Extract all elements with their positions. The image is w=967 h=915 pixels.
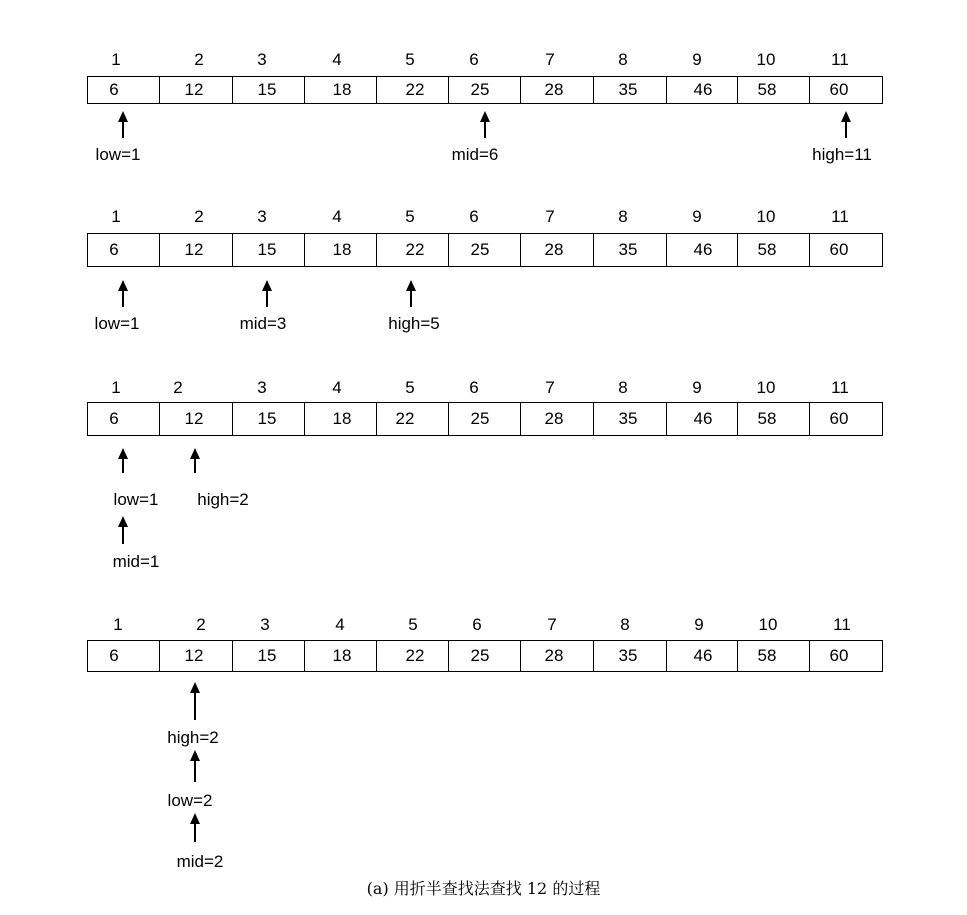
cell-value: 60 <box>829 240 849 259</box>
cell-value: 58 <box>757 646 777 665</box>
array-cell <box>521 641 594 671</box>
array-cell <box>738 77 810 103</box>
pointer-label: mid=1 <box>112 552 160 571</box>
cell-value: 28 <box>544 80 564 99</box>
index-label: 10 <box>756 378 776 397</box>
pointer-label: high=5 <box>388 314 440 333</box>
cell-value: 46 <box>693 240 713 259</box>
index-label: 9 <box>692 50 702 69</box>
array-cell <box>738 403 810 435</box>
pointer-arrow-icon <box>118 111 128 138</box>
pointer-arrow-icon <box>118 280 128 307</box>
array-cell <box>667 403 739 435</box>
index-label: 1 <box>111 207 121 226</box>
index-label: 2 <box>194 207 204 226</box>
array-cell <box>88 77 160 103</box>
array-cell <box>667 234 739 266</box>
cell-value: 25 <box>470 409 490 428</box>
index-label: 6 <box>469 378 479 397</box>
array-cell <box>449 641 521 671</box>
index-label: 8 <box>620 615 630 634</box>
cell-value: 22 <box>395 409 415 428</box>
pointer-arrow-icon <box>190 448 200 473</box>
cell-value: 58 <box>757 240 777 259</box>
pointer-arrow-icon <box>190 682 200 720</box>
index-label: 3 <box>257 378 267 397</box>
array-cell <box>88 403 160 435</box>
array-cell <box>305 77 377 103</box>
array-cell <box>667 77 739 103</box>
array-cell <box>160 234 233 266</box>
array-cell <box>521 77 594 103</box>
array-cell <box>521 403 594 435</box>
cell-value: 60 <box>829 80 849 99</box>
index-label: 9 <box>692 207 702 226</box>
pointer-arrow-icon <box>118 516 128 544</box>
cell-value: 6 <box>109 409 119 428</box>
index-label: 8 <box>618 378 628 397</box>
index-label: 4 <box>332 378 342 397</box>
index-label: 5 <box>408 615 418 634</box>
cell-value: 58 <box>757 409 777 428</box>
pointer-label: mid=3 <box>239 314 287 333</box>
cell-value: 35 <box>618 646 638 665</box>
pointer-label: low=2 <box>167 791 213 810</box>
cell-value: 18 <box>332 409 352 428</box>
array-cell <box>594 77 667 103</box>
array-cell <box>233 641 306 671</box>
cell-value: 15 <box>257 409 277 428</box>
array-cell <box>160 403 233 435</box>
cell-value: 15 <box>257 80 277 99</box>
array-cell <box>449 234 521 266</box>
cell-value: 46 <box>693 646 713 665</box>
array-cell <box>594 641 667 671</box>
cell-value: 22 <box>405 80 425 99</box>
figure-caption: (a) 用折半查找法查找 12 的过程 <box>366 879 601 898</box>
pointer-arrow-icon <box>118 448 128 473</box>
index-label: 2 <box>194 50 204 69</box>
cell-value: 35 <box>618 80 638 99</box>
cell-value: 35 <box>618 240 638 259</box>
index-label: 11 <box>831 207 849 226</box>
index-label: 3 <box>257 50 267 69</box>
array-cell <box>738 641 810 671</box>
index-label: 4 <box>335 615 345 634</box>
index-label: 5 <box>405 378 415 397</box>
array-row-3 <box>87 402 883 436</box>
array-cell <box>738 234 810 266</box>
cell-value: 6 <box>109 80 119 99</box>
cell-value: 15 <box>257 240 277 259</box>
index-label: 6 <box>469 207 479 226</box>
cell-value: 60 <box>829 646 849 665</box>
array-cell <box>449 403 521 435</box>
index-label: 6 <box>469 50 479 69</box>
array-cell <box>449 77 521 103</box>
pointer-label: low=1 <box>113 490 159 509</box>
array-cell <box>810 77 882 103</box>
index-label: 1 <box>111 50 121 69</box>
index-label: 10 <box>756 207 776 226</box>
array-cell <box>377 641 449 671</box>
array-cell <box>810 403 882 435</box>
index-label: 3 <box>257 207 267 226</box>
cell-value: 12 <box>184 409 204 428</box>
cell-value: 15 <box>257 646 277 665</box>
index-label: 1 <box>111 378 121 397</box>
array-cell <box>810 234 882 266</box>
pointer-label: low=1 <box>94 314 140 333</box>
index-label: 9 <box>694 615 704 634</box>
index-label: 5 <box>405 207 415 226</box>
pointer-label: mid=2 <box>176 852 224 871</box>
index-label: 7 <box>545 50 555 69</box>
pointer-arrow-icon <box>406 280 416 307</box>
cell-value: 12 <box>184 240 204 259</box>
array-cell <box>377 234 449 266</box>
index-label: 8 <box>618 207 628 226</box>
cell-value: 22 <box>405 240 425 259</box>
cell-value: 25 <box>470 80 490 99</box>
array-cell <box>667 641 739 671</box>
cell-value: 18 <box>332 646 352 665</box>
array-cell <box>160 641 233 671</box>
cell-value: 28 <box>544 240 564 259</box>
array-cell <box>305 641 377 671</box>
cell-value: 28 <box>544 409 564 428</box>
cell-value: 18 <box>332 240 352 259</box>
pointer-arrow-icon <box>262 280 272 307</box>
cell-value: 35 <box>618 409 638 428</box>
cell-value: 28 <box>544 646 564 665</box>
cell-value: 22 <box>405 646 425 665</box>
cell-value: 18 <box>332 80 352 99</box>
index-label: 9 <box>692 378 702 397</box>
array-cell <box>594 403 667 435</box>
array-cell <box>594 234 667 266</box>
array-cell <box>305 234 377 266</box>
array-cell <box>160 77 233 103</box>
pointer-label: high=2 <box>167 728 219 747</box>
pointer-arrow-icon <box>190 813 200 842</box>
cell-value: 25 <box>470 240 490 259</box>
index-label: 10 <box>758 615 778 634</box>
pointer-label: high=2 <box>197 490 249 509</box>
pointer-arrow-icon <box>841 111 851 138</box>
array-cell <box>305 403 377 435</box>
index-label: 11 <box>831 50 849 69</box>
cell-value: 46 <box>693 409 713 428</box>
cell-value: 25 <box>470 646 490 665</box>
array-cell <box>377 77 449 103</box>
pointer-arrow-icon <box>480 111 490 138</box>
index-label: 4 <box>332 50 342 69</box>
array-cell <box>233 234 306 266</box>
pointer-label: low=1 <box>95 145 141 164</box>
index-label: 1 <box>113 615 123 634</box>
array-cell <box>810 641 882 671</box>
array-cell <box>88 641 160 671</box>
index-label: 7 <box>545 207 555 226</box>
pointer-label: high=11 <box>812 145 872 164</box>
index-label: 2 <box>196 615 206 634</box>
cell-value: 60 <box>829 409 849 428</box>
array-row-4 <box>87 640 883 672</box>
index-label: 8 <box>618 50 628 69</box>
cell-value: 46 <box>693 80 713 99</box>
index-label: 2 <box>173 378 183 397</box>
index-label: 6 <box>472 615 482 634</box>
index-label: 11 <box>833 615 851 634</box>
index-label: 11 <box>831 378 849 397</box>
cell-value: 12 <box>184 646 204 665</box>
array-cell <box>233 403 306 435</box>
array-row-2 <box>87 233 883 267</box>
cell-value: 12 <box>184 80 204 99</box>
index-label: 7 <box>545 378 555 397</box>
array-cell <box>377 403 449 435</box>
pointer-arrow-icon <box>190 750 200 782</box>
index-label: 7 <box>547 615 557 634</box>
array-cell <box>521 234 594 266</box>
cell-value: 58 <box>757 80 777 99</box>
index-label: 4 <box>332 207 342 226</box>
cell-value: 6 <box>109 646 119 665</box>
array-cell <box>88 234 160 266</box>
array-cell <box>233 77 306 103</box>
pointer-label: mid=6 <box>451 145 499 164</box>
index-label: 3 <box>260 615 270 634</box>
cell-value: 6 <box>109 240 119 259</box>
index-label: 10 <box>756 50 776 69</box>
array-row-1 <box>87 76 883 104</box>
index-label: 5 <box>405 50 415 69</box>
